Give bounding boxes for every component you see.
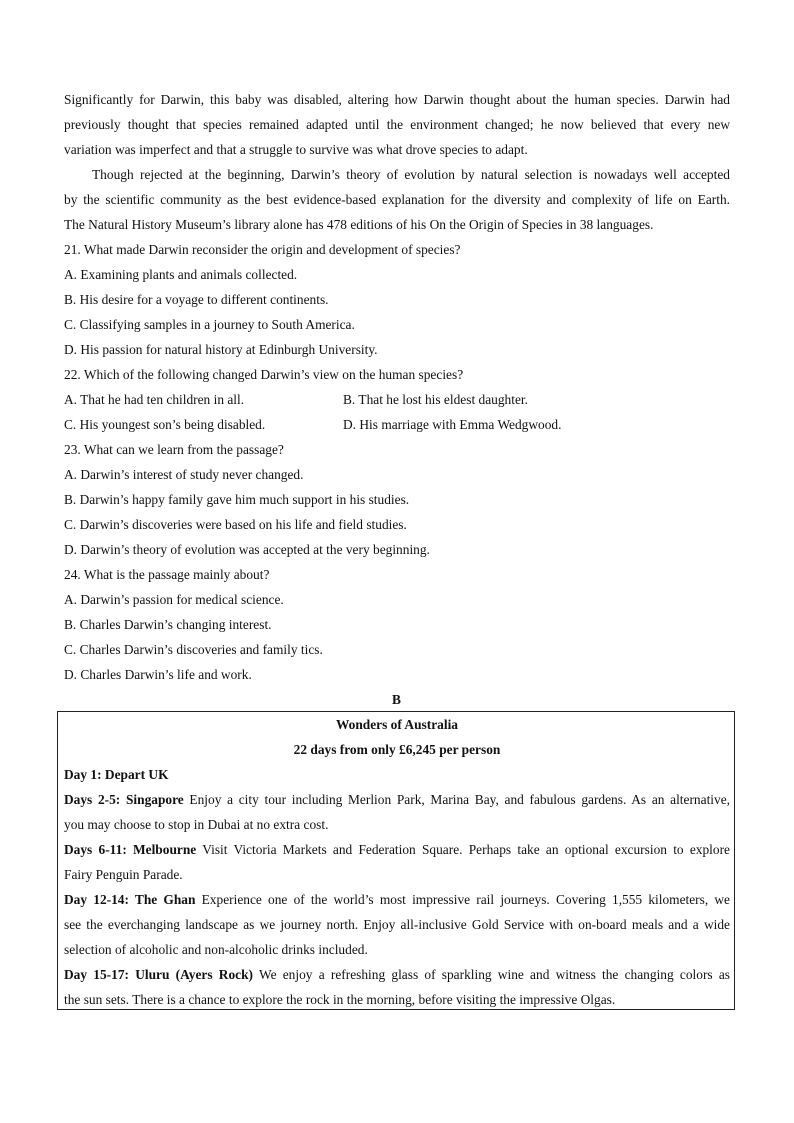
- itinerary-text: the sun sets. There is a chance to explore the rock in the morning, before visiting the impressive Olgas.: [64, 992, 616, 1007]
- answer-option: C. Charles Darwin’s discoveries and family tics.: [64, 642, 323, 657]
- day-text: Enjoy a city tour including Merlion Park, Marina Bay, and fabulous gardens. As an alternative,: [183, 792, 730, 807]
- day-text: We enjoy a refreshing glass of sparkling wine and witness the changing colors as: [253, 967, 730, 982]
- answer-option: A. Examining plants and animals collected.: [64, 267, 298, 282]
- question-stem: 22. Which of the following changed Darwin’s view on the human species?: [64, 367, 464, 382]
- answer-option: A. Darwin’s interest of study never changed.: [64, 467, 304, 482]
- answer-option: A. That he had ten children in all.: [64, 392, 245, 407]
- itinerary-day: [64, 762, 730, 787]
- answer-option: B. Charles Darwin’s changing interest.: [64, 617, 272, 632]
- itinerary-text: Fairy Penguin Parade.: [64, 867, 183, 882]
- answer-option: C. His youngest son’s being disabled.: [64, 417, 266, 432]
- passage-line: previously thought that species remained adapted until the environment changed; he now believed that every new: [64, 117, 730, 132]
- passage-line: Though rejected at the beginning, Darwin’s theory of evolution by natural selection is nowadays well accepted: [92, 167, 730, 182]
- passage-line: The Natural History Museum’s library alone has 478 editions of his On the Origin of Species in 38 languages.: [64, 217, 654, 232]
- question-stem: 21. What made Darwin reconsider the origin and development of species?: [64, 242, 461, 257]
- itinerary-text: see the everchanging landscape as we journey north. Enjoy all-inclusive Gold Service with on-board meals and a wide: [64, 917, 730, 932]
- passage-line: Significantly for Darwin, this baby was disabled, altering how Darwin thought about the human species. Darwin had: [64, 92, 730, 107]
- answer-option: B. Darwin’s happy family gave him much support in his studies.: [64, 492, 410, 507]
- day-heading: Day 12-14: The Ghan: [64, 892, 196, 907]
- passage-line: variation was imperfect and that a struggle to survive was what drove species to adapt.: [64, 142, 528, 157]
- itinerary-box: [57, 711, 735, 1010]
- itinerary-title: Wonders of Australia: [335, 717, 458, 732]
- document-page: [64, 87, 730, 712]
- day-text: Experience one of the world’s most impressive rail journeys. Covering 1,555 kilometers, we: [195, 892, 730, 907]
- answer-option-row: [64, 412, 730, 437]
- answer-option-row: [64, 387, 730, 412]
- itinerary-day: [64, 837, 730, 862]
- section-label: B: [392, 692, 401, 707]
- itinerary-text: you may choose to stop in Dubai at no extra cost.: [64, 817, 329, 832]
- day-heading: Day 15-17: Uluru (Ayers Rock): [64, 967, 254, 982]
- answer-option: D. Charles Darwin’s life and work.: [64, 667, 252, 682]
- answer-option: A. Darwin’s passion for medical science.: [64, 592, 284, 607]
- answer-option: B. His desire for a voyage to different continents.: [64, 292, 329, 307]
- day-heading: Days 2-5: Singapore: [64, 792, 184, 807]
- day-heading: Day 1: Depart UK: [64, 767, 169, 782]
- question-stem: 23. What can we learn from the passage?: [64, 442, 284, 457]
- itinerary-day: [64, 962, 730, 987]
- day-heading: Days 6-11: Melbourne: [64, 842, 197, 857]
- itinerary-day: [64, 787, 730, 812]
- answer-option: C. Darwin’s discoveries were based on his life and field studies.: [64, 517, 407, 532]
- answer-option: D. His passion for natural history at Edinburgh University.: [64, 342, 378, 357]
- itinerary-subtitle: 22 days from only £6,245 per person: [293, 742, 501, 757]
- passage-line: by the scientific community as the best evidence-based explanation for the diversity and complexity of life on Earth.: [64, 192, 730, 207]
- answer-option: D. Darwin’s theory of evolution was accepted at the very beginning.: [64, 542, 430, 557]
- day-text: Visit Victoria Markets and Federation Square. Perhaps take an optional excursion to explore: [196, 842, 730, 857]
- question-stem: 24. What is the passage mainly about?: [64, 567, 270, 582]
- answer-option: B. That he lost his eldest daughter.: [343, 392, 528, 407]
- itinerary-text: selection of alcoholic and non-alcoholic drinks included.: [64, 942, 368, 957]
- answer-option: D. His marriage with Emma Wedgwood.: [343, 417, 562, 432]
- answer-option: C. Classifying samples in a journey to South America.: [64, 317, 355, 332]
- itinerary-day: [64, 887, 730, 912]
